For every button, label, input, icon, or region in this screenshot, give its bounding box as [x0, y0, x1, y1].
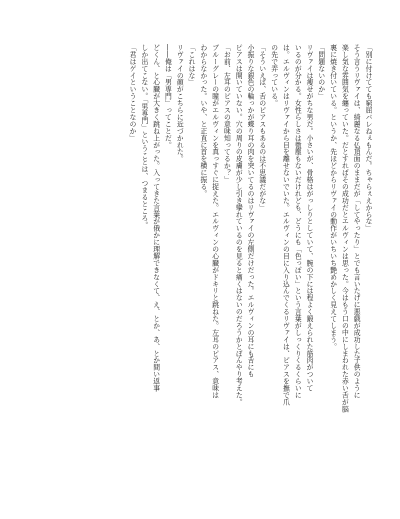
text-line: 楽し気な雰囲気を纏っていた。だとすればその成功だとエルヴィンは思った。今はもう口の中にしまわれた赤い舌が脳	[340, 44, 349, 413]
text-line: 小振りな銀色の輪っかが蝶り耳の肉を突いてるのはリヴァイの左側だけだった。エルヴィンの耳にも舌にも	[246, 44, 255, 378]
text-line: しか出てこない。「男専門」ということは、つまるところ。	[139, 44, 148, 229]
text-line: 「お前、左耳のピアスの意味知ってるか？」	[222, 44, 231, 183]
text-line: ピアスは開いていない。穴の周りの皮膚が少し引き攣れているのを見ると痛くはないのだろうかとぼんやり考えた。	[234, 44, 243, 406]
vertical-text-body	[125, 44, 373, 472]
text-line: ――俺は「男専門」ってことだ。	[163, 44, 172, 149]
text-line: ブルーグレーの瞳がエルヴィンを真っすぐに捉えた。エルヴィンの心臓がドキリと跳ねた。左耳のピアス、意味は	[210, 44, 219, 399]
text-line: 「これはな」	[187, 44, 196, 86]
text-line: リヴァイは痩せがちな男だ。小さいが、骨格はがっしりとしていて、腕の下には程よく鍛えられた筋肉がついて	[305, 44, 314, 392]
text-line: は。エルヴィンはリヴァイから目を離せないでいた。エルヴィンの目に入り込んでくるリヴァイは、ピアスを撫で爪	[281, 44, 290, 406]
text-line: いるのが分かる。女性らしさは微塵もないだけれども、どうにも「色っぽい」という言葉がしっくりくるくらいに	[293, 44, 302, 399]
text-line: 「君はゲイということなのか」	[128, 44, 137, 142]
text-line: どくん、と心臓が大きく跳ね上がった。入ってきた言葉が俄かに理解できなくて、え、とか、あ、とか間い返事	[151, 44, 160, 392]
text-line: 「問題ないのか」	[316, 44, 325, 100]
text-line: リヴァイの顔がこちらに近づかれた。	[175, 44, 184, 163]
text-line: 裏に焼き付いている。というか、先ほどからリヴァイの動作がいちいち艶めかしく見えてしまう。	[328, 44, 337, 350]
text-line: そう言うリヴァイは、綺麗なる仏頂面のままだが「してやったり」とでも言いたげに悪戯が成功した子供のように	[352, 44, 361, 399]
text-line: わからなかった。いや、と正直に首を横に振る。	[198, 44, 207, 197]
text-line: 「別に付けてても窮屈バレねぇもんだ。ちゃらぇえからな」	[364, 44, 372, 232]
text-line: の先で弄っている。	[269, 44, 278, 107]
text-line: 「そういえば、舌のピアスもあるのは不思議だがな」	[257, 44, 266, 211]
